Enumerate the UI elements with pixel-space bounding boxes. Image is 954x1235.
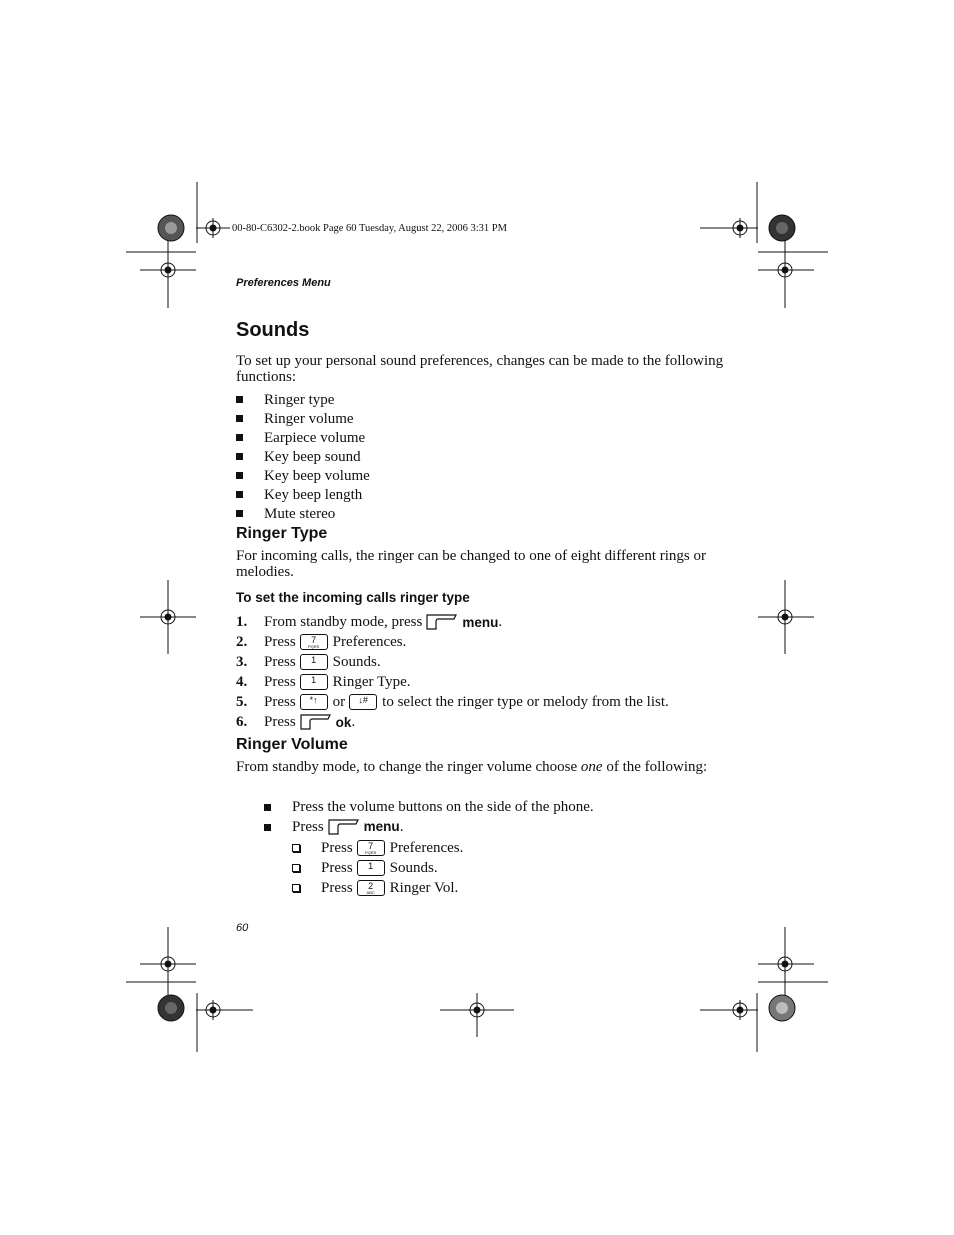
ringer-type-steps — [236, 612, 669, 732]
key-star-up-icon: *↑ — [300, 694, 328, 710]
left-softkey-icon — [300, 714, 332, 730]
ringer-type-intro: For incoming calls, the ringer can be changed to one of eight different rings or melodies. — [236, 548, 706, 580]
list-item: Press menu . — [264, 817, 594, 837]
key-7-icon: 7 PQRS — [300, 634, 328, 650]
key-1-icon: 1 — [357, 860, 385, 876]
step-3: 3. Press 1 Sounds. — [236, 653, 381, 670]
list-item: Key beep sound — [236, 447, 370, 466]
step-2: 2. Press 7 PQRS Preferences. — [236, 633, 407, 650]
section-intro: To set up your personal sound preferences, changes can be made to the following functions: — [236, 353, 724, 385]
list-item: Key beep length — [236, 485, 370, 504]
section-title: Sounds — [236, 319, 310, 341]
left-softkey-icon — [426, 614, 458, 630]
running-head: Preferences Menu — [236, 277, 331, 289]
list-item: Press 2 ABC Ringer Vol. — [292, 878, 463, 898]
list-item: Earpiece volume — [236, 428, 370, 447]
step-4: 4. Press 1 Ringer Type. — [236, 673, 411, 690]
ringer-volume-heading: Ringer Volume — [236, 736, 348, 753]
procedure-title: To set the incoming calls ringer type — [236, 590, 470, 605]
ringer-volume-intro: From standby mode, to change the ringer volume choose one of the following: — [236, 759, 708, 775]
key-2-icon: 2 ABC — [357, 880, 385, 896]
list-item: Ringer type — [236, 390, 370, 409]
ringer-volume-substeps — [292, 838, 463, 898]
step-5: 5. Press *↑ or ↓# to select the ringer type or melody from the list. — [236, 693, 669, 710]
ringer-type-heading: Ringer Type — [236, 525, 328, 542]
key-1-icon: 1 — [300, 674, 328, 690]
list-item: Ringer volume — [236, 409, 370, 428]
step-6: 6. Press ok . — [236, 713, 356, 730]
list-item: Key beep volume — [236, 466, 370, 485]
list-item: Mute stereo — [236, 504, 370, 523]
list-item: Press 1 Sounds. — [292, 858, 463, 878]
page-number: 60 — [236, 922, 249, 934]
key-7-icon: 7 PQRS — [357, 840, 385, 856]
left-softkey-icon — [328, 819, 360, 835]
key-hash-down-icon: ↓# — [349, 694, 377, 710]
list-item: Press the volume buttons on the side of the phone. — [264, 797, 594, 817]
step-1: 1. From standby mode, press menu . — [236, 613, 503, 630]
functions-list — [236, 390, 370, 523]
ringer-volume-options — [264, 797, 594, 837]
list-item: Press 7 PQRS Preferences. — [292, 838, 463, 858]
file-info-header: 00-80-C6302-2.book Page 60 Tuesday, August 22, 2006 3:31 PM — [232, 223, 507, 234]
key-1-icon: 1 — [300, 654, 328, 670]
